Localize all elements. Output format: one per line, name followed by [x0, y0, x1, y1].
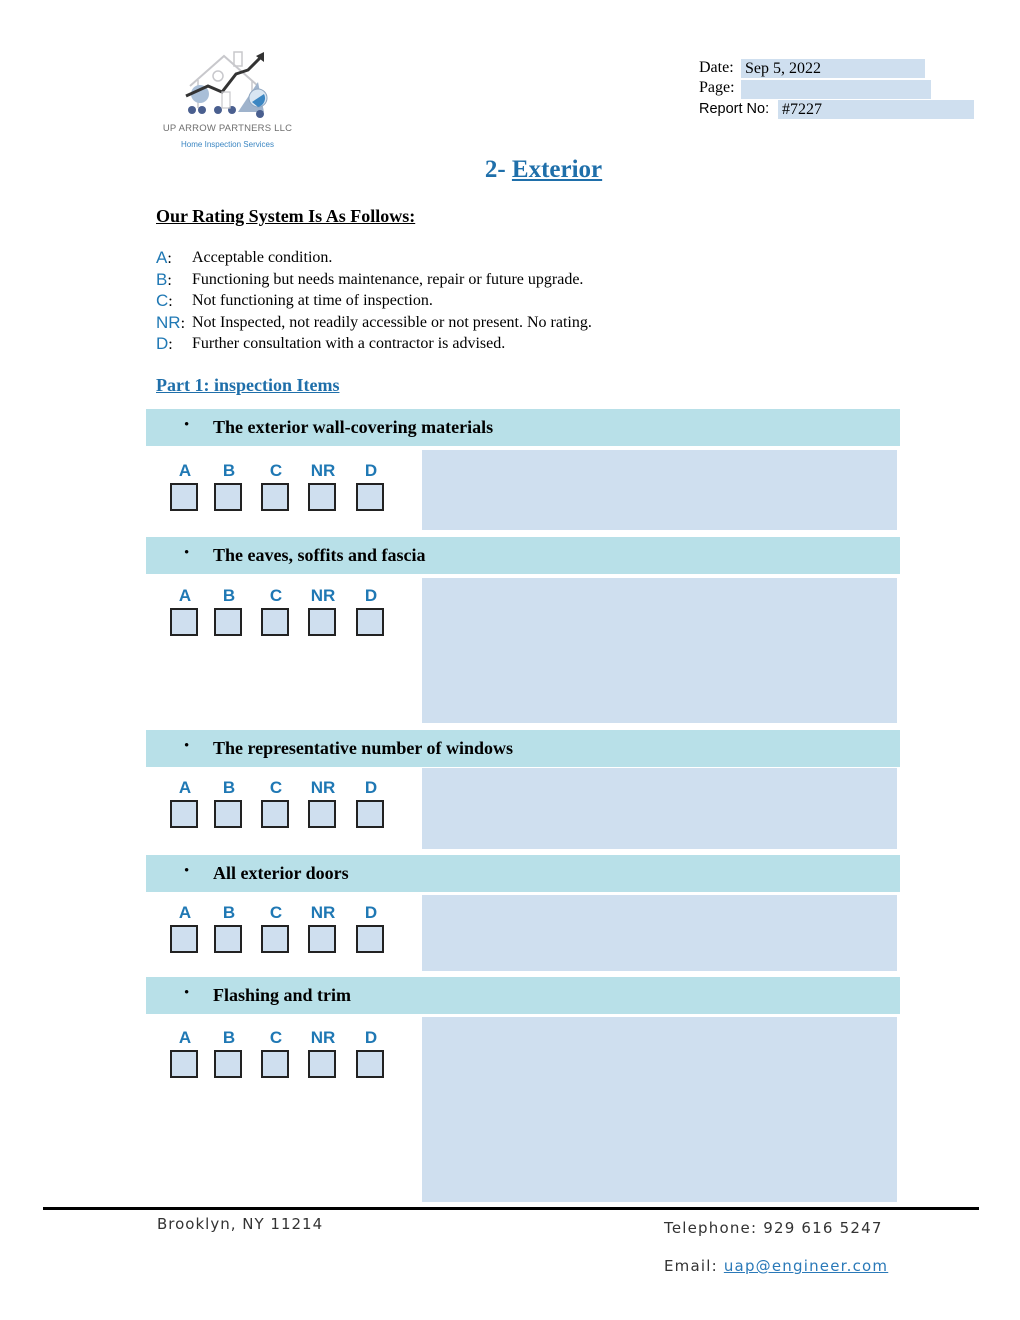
section-item-title: The exterior wall-covering materials	[213, 417, 494, 437]
part-heading: Part 1: inspection Items	[156, 375, 340, 395]
section-item-title: The eaves, soffits and fascia	[213, 545, 426, 565]
page-title	[0, 156, 1020, 184]
section-item-title: The representative number of windows	[213, 738, 514, 758]
rating-checkbox[interactable]	[308, 1050, 336, 1078]
legend-separator: :	[167, 271, 172, 289]
rating-label: A	[178, 903, 192, 922]
section-notes-field[interactable]	[422, 768, 897, 849]
rating-checkbox[interactable]	[261, 800, 289, 828]
rating-options	[166, 903, 388, 963]
rating-label: B	[222, 586, 236, 605]
rating-option-b[interactable]	[213, 586, 245, 606]
date-row	[699, 58, 734, 78]
section-header	[146, 977, 900, 1014]
rating-checkbox[interactable]	[170, 483, 198, 511]
legend-code: C	[156, 291, 169, 311]
rating-label: A	[178, 461, 192, 480]
rating-label: D	[364, 586, 378, 605]
rating-option-a[interactable]	[169, 903, 201, 923]
rating-label: NR	[310, 461, 336, 480]
rating-option-d[interactable]	[355, 586, 387, 606]
section-item-title: All exterior doors	[213, 863, 349, 883]
legend-text: Acceptable condition.	[192, 249, 333, 266]
rating-label: C	[269, 778, 283, 797]
rating-option-d[interactable]	[355, 461, 387, 481]
rating-checkbox[interactable]	[356, 925, 384, 953]
house-chart-arrow-icon	[178, 46, 278, 124]
email-link[interactable]: uap@engineer.com	[723, 1257, 889, 1275]
section-title: Exterior	[511, 156, 603, 183]
rating-label: B	[222, 1028, 236, 1047]
section-number: 2-	[484, 156, 512, 183]
rating-option-d[interactable]	[355, 778, 387, 798]
rating-options	[166, 1028, 388, 1088]
legend-code: NR	[156, 312, 181, 332]
section-header	[146, 537, 900, 574]
rating-label: C	[269, 461, 283, 480]
rating-option-c[interactable]	[260, 778, 292, 798]
rating-checkbox[interactable]	[170, 608, 198, 636]
footer-telephone: Telephone: 929 616 5247	[664, 1219, 883, 1237]
company-logo	[160, 46, 295, 156]
section-header	[146, 730, 900, 767]
section-notes-field[interactable]	[422, 450, 897, 530]
rating-checkbox[interactable]	[170, 800, 198, 828]
rating-checkbox[interactable]	[214, 608, 242, 636]
legend-item	[156, 333, 506, 355]
legend-text: Functioning but needs maintenance, repair or future upgrade.	[192, 270, 584, 288]
rating-checkbox[interactable]	[308, 925, 336, 953]
bullet-icon: •	[184, 738, 190, 754]
rating-option-a[interactable]	[169, 586, 201, 606]
rating-option-d[interactable]	[355, 903, 387, 923]
rating-checkbox[interactable]	[261, 925, 289, 953]
page-row	[699, 78, 735, 98]
rating-label: A	[178, 586, 192, 605]
rating-checkbox[interactable]	[308, 483, 336, 511]
rating-option-a[interactable]	[169, 778, 201, 798]
rating-option-b[interactable]	[213, 778, 245, 798]
page-field[interactable]	[741, 80, 931, 99]
rating-option-nr[interactable]	[307, 586, 339, 606]
footer-email	[664, 1257, 888, 1275]
legend-separator: :	[168, 293, 173, 311]
legend-text: Not functioning at time of inspection.	[192, 292, 433, 310]
rating-option-d[interactable]	[355, 1028, 387, 1048]
legend-item	[156, 269, 584, 291]
rating-legend	[156, 247, 592, 355]
rating-option-nr[interactable]	[307, 778, 339, 798]
legend-item	[156, 312, 592, 334]
rating-label: NR	[310, 778, 336, 797]
rating-options	[166, 461, 388, 521]
rating-options	[166, 778, 388, 838]
section-notes-field[interactable]	[422, 895, 897, 971]
rating-checkbox[interactable]	[214, 483, 242, 511]
bullet-icon: •	[184, 545, 190, 561]
rating-label: D	[364, 903, 378, 922]
rating-checkbox[interactable]	[356, 483, 384, 511]
rating-checkbox[interactable]	[261, 608, 289, 636]
footer-divider	[43, 1207, 979, 1210]
rating-label: NR	[310, 1028, 336, 1047]
legend-item	[156, 290, 433, 312]
email-label: Email:	[664, 1257, 724, 1275]
bullet-icon: •	[184, 863, 190, 879]
section-header	[146, 409, 900, 446]
legend-separator: :	[180, 314, 186, 332]
legend-code: A	[156, 248, 168, 267]
section-header	[146, 855, 900, 892]
section-item-title: Flashing and trim	[213, 985, 352, 1005]
rating-options	[166, 586, 388, 646]
rating-label: C	[269, 903, 283, 922]
rating-label: C	[269, 1028, 283, 1047]
rating-label: D	[364, 461, 378, 480]
rating-label: B	[222, 903, 236, 922]
rating-label: NR	[310, 586, 336, 605]
rating-option-c[interactable]	[260, 461, 292, 481]
rating-checkbox[interactable]	[214, 800, 242, 828]
company-name: UP ARROW PARTNERS LLC	[162, 123, 293, 134]
rating-option-nr[interactable]	[307, 1028, 339, 1048]
rating-option-c[interactable]	[260, 586, 292, 606]
rating-option-a[interactable]	[169, 461, 201, 481]
legend-item	[156, 247, 333, 269]
rating-label: NR	[310, 903, 336, 922]
rating-label: A	[178, 778, 192, 797]
rating-option-c[interactable]	[260, 1028, 292, 1048]
rating-checkbox[interactable]	[356, 800, 384, 828]
rating-label: C	[269, 586, 283, 605]
legend-text: Not Inspected, not readily accessible or not present. No rating.	[192, 313, 592, 331]
rating-option-a[interactable]	[169, 1028, 201, 1048]
rating-label: A	[178, 1028, 192, 1047]
footer-address: Brooklyn, NY 11214	[157, 1215, 324, 1233]
legend-code: B	[156, 269, 168, 289]
legend-code: D	[156, 334, 169, 354]
rating-option-b[interactable]	[213, 903, 245, 923]
rating-label: D	[364, 1028, 378, 1047]
rating-option-b[interactable]	[213, 461, 245, 481]
rating-system-heading: Our Rating System Is As Follows:	[156, 206, 416, 226]
rating-checkbox[interactable]	[170, 1050, 198, 1078]
bullet-icon: •	[184, 417, 190, 433]
legend-separator: :	[167, 250, 172, 267]
rating-label: B	[222, 461, 236, 480]
rating-checkbox[interactable]	[261, 483, 289, 511]
report-number-label: Report No:	[699, 101, 770, 117]
date-field[interactable]: Sep 5, 2022	[741, 59, 925, 78]
bullet-icon: •	[184, 985, 190, 1001]
rating-option-nr[interactable]	[307, 461, 339, 481]
rating-checkbox[interactable]	[308, 608, 336, 636]
rating-option-c[interactable]	[260, 903, 292, 923]
rating-checkbox[interactable]	[214, 925, 242, 953]
rating-checkbox[interactable]	[356, 608, 384, 636]
rating-label: B	[222, 778, 236, 797]
report-number-field[interactable]: #7227	[778, 100, 974, 119]
rating-checkbox[interactable]	[261, 1050, 289, 1078]
rating-checkbox[interactable]	[356, 1050, 384, 1078]
date-label: Date:	[699, 59, 734, 76]
legend-text: Further consultation with a contractor is advised.	[192, 335, 506, 353]
section-notes-field[interactable]	[422, 578, 897, 723]
legend-separator: :	[168, 336, 173, 354]
rating-option-b[interactable]	[213, 1028, 245, 1048]
rating-label: D	[364, 778, 378, 797]
rating-checkbox[interactable]	[170, 925, 198, 953]
rating-option-nr[interactable]	[307, 903, 339, 923]
section-notes-field[interactable]	[422, 1017, 897, 1202]
rating-checkbox[interactable]	[308, 800, 336, 828]
report-row	[699, 99, 769, 119]
company-tagline: Home Inspection Services	[181, 140, 274, 149]
rating-checkbox[interactable]	[214, 1050, 242, 1078]
page-label: Page:	[699, 79, 735, 96]
